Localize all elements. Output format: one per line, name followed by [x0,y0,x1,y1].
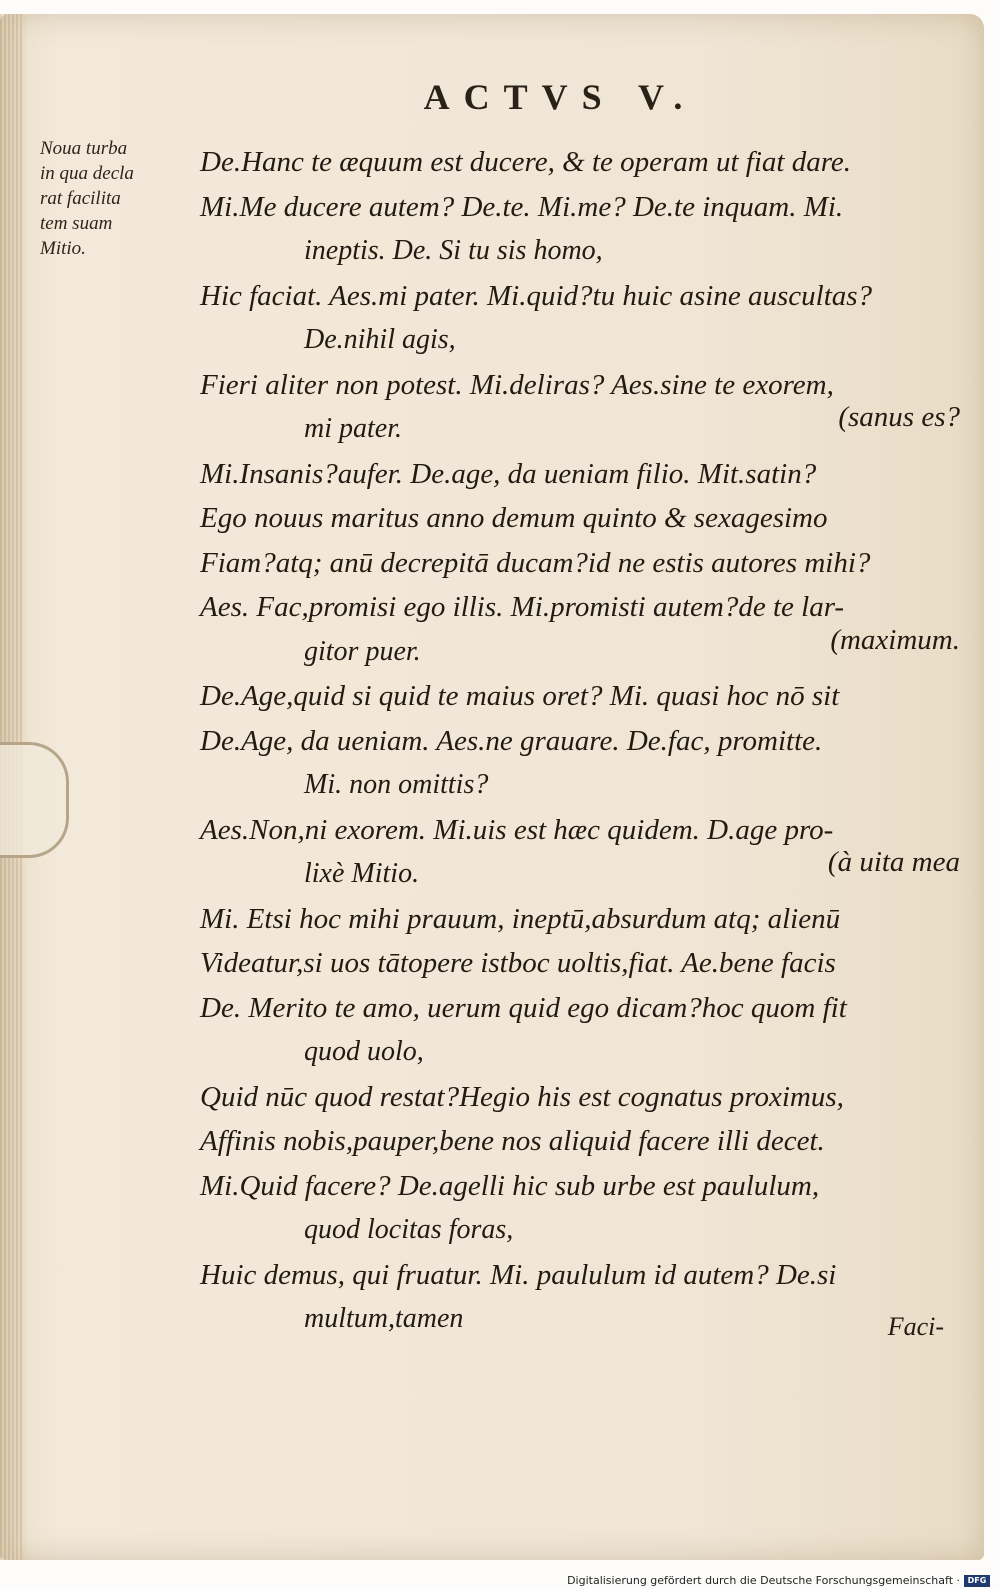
text-line: Mi. Etsi hoc mihi prauum, ineptū,absurdum atq; alienū [200,902,841,935]
text-line: mi pater. [304,413,402,444]
text-line: Fieri aliter non potest. Mi.deliras? Aes.sine te exorem, [200,368,834,401]
text-line: Quid nūc quod restat?Hegio his est cognatus proximus, [200,1080,844,1113]
text-line: Mi.Quid facere? De.agelli hic sub urbe est paululum, [200,1169,820,1202]
text-line: Fiam?atq; anū decrepitā ducam?id ne estis autores mihi? [200,546,871,579]
text-line: quod uolo, [304,1036,424,1067]
book-clasp [0,742,69,858]
text-line: Ego nouus maritus anno demum quinto & sexagesimo [200,502,828,534]
marginal-note-line: tem suam [40,213,113,234]
text-line: De.nihil agis, [304,324,456,355]
text-block [200,0,960,1400]
text-line: Mi.Me ducere autem? De.te. Mi.me? De.te inquam. Mi. [200,190,844,223]
turnover-fragment: (sanus es? [838,401,960,433]
text-line: Aes. Fac,promisi ego illis. Mi.promisti autem?de te lar- [200,591,845,623]
marginal-note-line: rat facilita [40,188,121,209]
text-line: quod locitas foras, [304,1214,514,1245]
catchword: Faci- [887,1312,944,1341]
text-line: Mi.Insanis?aufer. De.age, da ueniam filio. Mit.satin? [200,457,817,490]
text-line: Hic faciat. Aes.mi pater. Mi.quid?tu huic asine auscultas? [200,279,873,312]
text-line: Videatur,si uos tātopere istboc uoltis,fiat. Ae.bene facis [200,947,836,979]
text-line: Huic demus, qui fruatur. Mi. paululum id autem? De.si [200,1258,837,1291]
footer-credit: Digitalisierung gefördert durch die Deutsche Forschungsgemeinschaft · [567,1574,960,1587]
text-line: Aes.Non,ni exorem. Mi.uis est hæc quidem. D.age pro- [200,813,834,846]
marginal-note-line: Mitio. [40,238,86,259]
text-line: lixè Mitio. [304,858,420,889]
text-line: Affinis nobis,pauper,bene nos aliquid facere illi decet. [200,1125,825,1157]
text-line: Mi. non omittis? [304,769,489,800]
text-line: De.Age, da ueniam. Aes.ne grauare. De.fac, promitte. [200,724,823,757]
text-line: De.Age,quid si quid te maius oret? Mi. quasi hoc nō sit [200,680,840,712]
text-line: De.Hanc te æquum est ducere, & te operam ut fiat dare. [200,146,852,178]
text-line: multum,tamen [304,1303,464,1334]
turnover-fragment: (maximum. [830,623,960,656]
digitization-footer [567,1574,990,1587]
running-head: ACTVS V. [423,77,697,117]
marginal-note [40,136,200,261]
turnover-fragment: (à uita mea [827,846,960,878]
marginal-note-line: Noua turba [40,138,128,159]
dfg-logo-icon: DFG [964,1575,990,1587]
marginal-note-line: in qua decla [40,163,134,184]
text-line: gitor puer. [304,635,421,667]
text-line: De. Merito te amo, uerum quid ego dicam?hoc quom fit [200,991,847,1024]
text-line: ineptis. De. Si tu sis homo, [304,235,603,266]
